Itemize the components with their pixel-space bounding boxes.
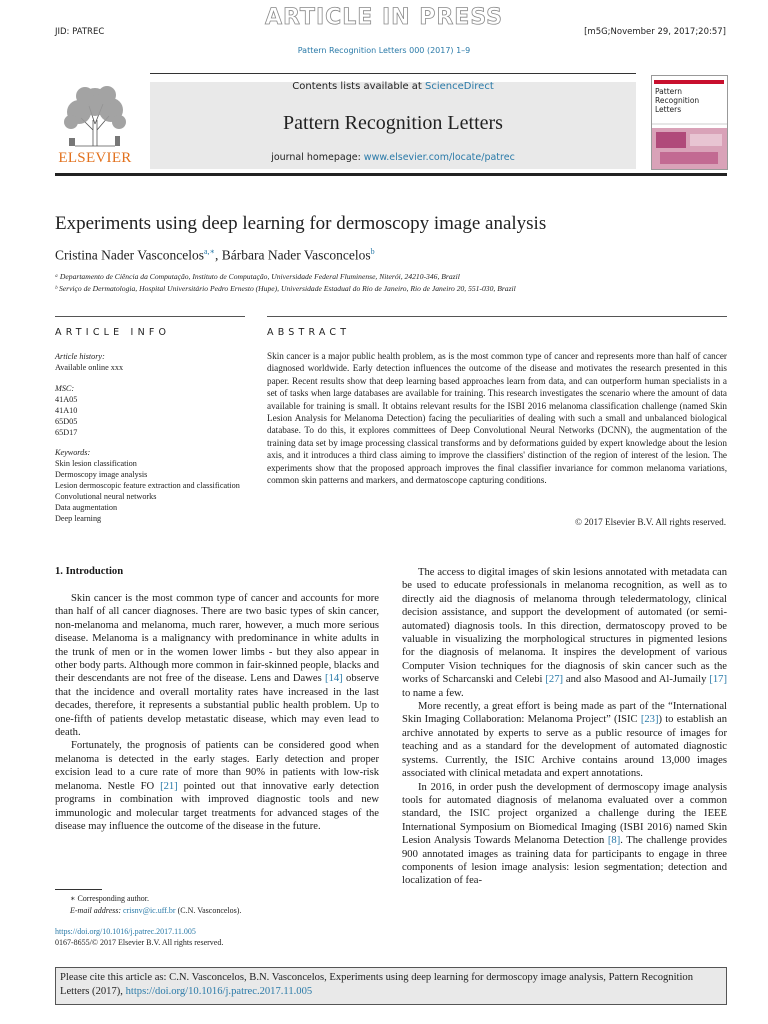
cover-image (652, 76, 727, 169)
author-1-affiliation-mark[interactable]: a,∗ (203, 247, 215, 256)
citation-text: Please cite this article as: C.N. Vasconcelos, B.N. Vasconcelos, Experiments using deep learning for dermoscopy image analysis, Pattern Recognition Letters (2017), (60, 972, 694, 997)
abstract-text: Skin cancer is a major public health problem, as is the most common type of cancer and represents more than half of cancer diagnosed worldwide. Early detection influences the outcome of the disease and motivates the research presented in this paper. Recent results show that deep learning based approaches learn from data, and can outperform human specialists in a set of tasks when large databases are available for training. This research investigates the scenario where the amount of data available for training is small. It obtains relevant results for the ISBI 2016 melanoma classification challenge (named Skin Lesion Analysis for Melanoma Detection) facing the peculiarities of dealing with such a small and unbalanced biological database. To do this, it explores committees of Deep Convolutional Neural Networks (DCNN), the augmentation of the training data set by image processing classical transforms and by deformations guided by expert knowledge about the lesion axis, and it introduces a third class aiming to improve the classifiers' distinction of the region of interest of the lesion. The experiments show that the proposed approach improves the final classifier invariance for common melanoma variations, common skin patterns and markers, and dermatoscope capturing conditions. (267, 351, 727, 486)
paragraph (402, 700, 727, 780)
header-rule-top (150, 73, 636, 74)
journal-id: JID: PATREC (55, 27, 105, 37)
keyword: Skin lesion classification (55, 459, 137, 468)
msc-code: 65D05 (55, 417, 78, 426)
citation-link[interactable]: [14] (325, 673, 343, 685)
email-label: E-mail address: (70, 906, 124, 915)
homepage-prefix: journal homepage: (271, 152, 364, 163)
citation-doi-link[interactable]: https://doi.org/10.1016/j.patrec.2017.11.005 (125, 986, 313, 997)
citation-box (55, 967, 727, 1005)
citation-link[interactable]: [23] (640, 714, 659, 726)
msc-code: 41A05 (55, 395, 78, 404)
paragraph (402, 566, 727, 700)
author-2: Bárbara Nader Vasconcelos (221, 247, 371, 263)
msc-label: MSC: (55, 384, 75, 393)
author-1: Cristina Nader Vasconcelos (55, 247, 204, 263)
keywords-label: Keywords: (55, 448, 91, 457)
keyword: Deep learning (55, 514, 102, 523)
contents-line (150, 81, 636, 92)
msc-code: 65D17 (55, 428, 78, 437)
paragraph (55, 592, 379, 739)
affiliation-b: ᵇ Serviço de Dermatologia, Hospital Universitário Pedro Ernesto (Hupe), Universidade Estadual do Rio de Janeiro, Rio de Janeiro 20, 551-030, Brazil (55, 284, 516, 293)
corresponding-author-note: ∗ Corresponding author. (70, 894, 149, 903)
email-link[interactable]: crisnv@ic.uff.br (123, 906, 176, 915)
journal-title: Pattern Recognition Letters (283, 112, 503, 134)
article-history (55, 351, 245, 373)
cover-title: Pattern Recognition Letters (655, 87, 700, 114)
section-heading-introduction: 1. Introduction (55, 566, 124, 577)
keyword: Data augmentation (55, 503, 118, 512)
issn-line: 0167-8655/© 2017 Elsevier B.V. All rights reserved. (55, 938, 224, 947)
history-value: Available online xxx (55, 363, 124, 372)
citation-link[interactable]: [27] (545, 674, 564, 686)
paragraph-text: and also Masood and Al-Jumaily (563, 674, 710, 686)
email-note (70, 906, 241, 915)
header-rule-bottom (55, 173, 727, 176)
footnote-rule (55, 889, 102, 890)
article-title: Experiments using deep learning for dermoscopy image analysis (55, 213, 547, 234)
author-2-affiliation-mark[interactable]: b (370, 247, 375, 256)
paragraph-text: Skin cancer is the most common type of cancer and accounts for more than half of all cancer diagnoses. There are two basic types of skin cancer, non-melanoma and melanoma, much rarer, however, a much more serious disease. Melanoma is a malignancy with predominance in white adults in the trunk of men or in the women lower limbs - but they also appear in other body parts. Although more common in fair-skinned people, blacks and their descendants are not free of the disease. Lens and Dawes (55, 593, 379, 685)
paragraph-text: to name a few. (402, 687, 464, 699)
sciencedirect-link[interactable]: ScienceDirect (425, 81, 494, 92)
abstract-heading: ABSTRACT (267, 327, 351, 338)
history-label: Article history: (55, 352, 105, 361)
msc-code: 41A10 (55, 406, 78, 415)
body-left-column (55, 592, 379, 833)
paragraph-text: Fortunately, the prognosis of patients can be considered good when melanoma is detected in the early stages. Early detection and proper excision lead to a cure rate of more than 90% in patients with low-risk melanoma. Nestle FO (55, 740, 379, 792)
paragraph-text: . The challenge provides 900 annotated images as training data for participants to engage in three components of lesion image analysis: lesion segmentation; detection and localization of fea- (402, 835, 727, 887)
paragraph-text: The access to digital images of skin lesions annotated with metadata can be used to educate professionals in melanoma recognition, as well as to directly aid the diagnosis of melanoma through teledermatology, clinical decision assistance, and support the development of automated (or semi-automated) diagnosis tools. In this direction, dermatoscopy proved to be valuable in visualizing the morphological structures in pigmented lesions for the diagnosis of melanoma. It inspires the development of various Computer Vision techniques for the diagnosis of skin cancer such as the works of Scharcanski and Celebi (402, 567, 727, 686)
article-in-press-banner: ARTICLE IN PRESS (264, 5, 504, 30)
author-separator: , (214, 247, 222, 263)
paragraph (55, 739, 379, 833)
msc-block (55, 383, 245, 438)
paragraph-text: observe that the incidence and overall mortality rates have increased in the last decades, therefore, it represents a substantial public health problem. Up to one-fifth of patients develop metastatic disease, which may even lead to death. (55, 673, 379, 739)
paragraph-text: More recently, a great effort is being made as part of the “International Skin Imaging Collaboration: Melanoma Project” (ISIC (402, 701, 727, 726)
email-suffix: (C.N. Vasconcelos). (175, 906, 242, 915)
keywords-block (55, 447, 245, 524)
journal-reference-link[interactable]: Pattern Recognition Letters 000 (2017) 1–9 (297, 46, 471, 55)
citation-link[interactable]: [21] (160, 780, 178, 792)
abstract-rule (267, 316, 727, 317)
keyword: Convolutional neural networks (55, 492, 157, 501)
paragraph (402, 781, 727, 888)
homepage-link[interactable]: www.elsevier.com/locate/patrec (363, 152, 515, 163)
contents-prefix: Contents lists available at (292, 81, 426, 92)
paragraph-text: In 2016, in order push the development of dermoscopy image analysis tools for automated diagnosis of melanoma evaluated over a common standard, the ISIC project organized a challenge during the IEEE International Symposium on Biomedical Imaging (ISBI 2016) named Skin Lesion Analysis Towards Melanoma Detection (402, 781, 727, 847)
keyword: Dermoscopy image analysis (55, 470, 148, 479)
abstract-copyright: © 2017 Elsevier B.V. All rights reserved. (575, 517, 726, 527)
build-stamp: [m5G;November 29, 2017;20:57] (584, 27, 726, 37)
doi-link[interactable]: https://doi.org/10.1016/j.patrec.2017.11.005 (55, 927, 196, 936)
article-info-heading: ARTICLE INFO (55, 327, 171, 338)
keyword: Lesion dermoscopic feature extraction and classification (55, 481, 240, 490)
author-line (55, 247, 375, 264)
affiliation-a: ᵃ Departamento de Ciência da Computação, Instituto de Computação, Universidade Federal Fluminense, Niterói, 24210-346, Brazil (55, 272, 460, 281)
paragraph-text: ) to establish an archive annotated by experts to serve as a public resource of images for teaching and as a standard for the development of automated diagnostic systems. Currently, the ISIC Archive contains around 13,000 images associated with clinical metadata and expert annotations. (402, 714, 727, 780)
citation-link[interactable]: [17] (709, 674, 727, 686)
paragraph-text: pointed out that innovative early detection programs in combination with improved diagnostic tools and new immunologic and molecular target treatments for advanced stages of the disease may influence the outcome of the disease in the future. (55, 780, 379, 832)
journal-cover-thumbnail[interactable] (651, 75, 728, 170)
elsevier-wordmark: ELSEVIER (58, 150, 132, 166)
homepage-line (150, 152, 636, 163)
body-right-column (402, 566, 727, 888)
citation-link[interactable]: [8] (607, 835, 621, 847)
article-info-rule (55, 316, 245, 317)
